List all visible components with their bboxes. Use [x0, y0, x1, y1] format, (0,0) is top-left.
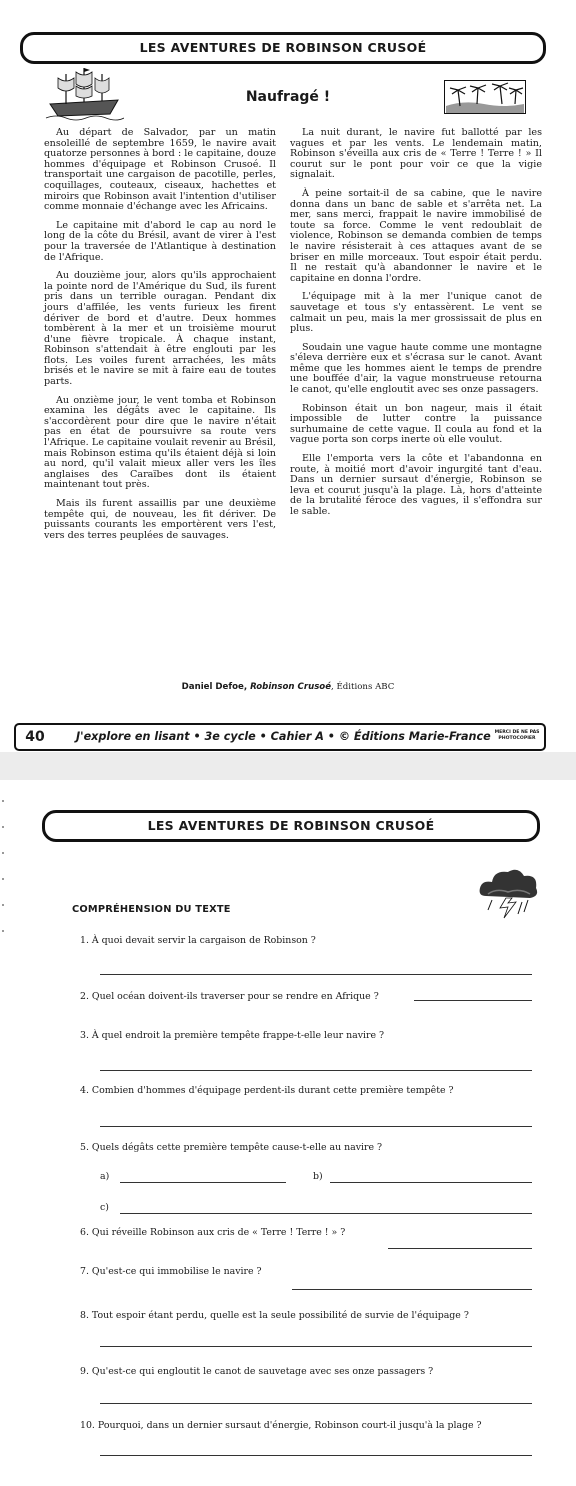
question-6: 6. Qui réveille Robinson aux cris de « Terre ! Terre ! » ? — [80, 1227, 346, 1238]
credit-publisher: , Éditions ABC — [331, 682, 395, 692]
story-paragraph: À peine sortait-il de sa cabine, que le navire donna dans un banc de sable et s'arrêta net. La mer, sans merci, frappait le navire immobilisé de toute sa force. Comme le vent redoublait de violence, Robinson se demanda combien de temps le navire résisterait à ces attaques avant de se briser en mille morceaux. Tout espoir était perdu. Il ne restait qu'à abandonner le navire et le capitaine en donna l'ordre. — [290, 187, 542, 284]
story-paragraph: Au départ de Salvador, par un matin ensoleillé de septembre 1659, le navire avait quatorze personnes à bord : le capitaine, douze hommes d'équipage et Robinson Crusoé. Il transportait une cargaison de pacotille, perles, coquillages, couteaux, ciseaux, hachettes et miroirs que Robinson avait l'intention d'utiliser comme monnaie d'échange avec les Africains. — [44, 127, 276, 213]
answer-line-3[interactable] — [100, 1070, 532, 1071]
answer-line-4[interactable] — [100, 1126, 532, 1127]
answer-line-2[interactable] — [414, 1000, 532, 1001]
answer-line-10[interactable] — [100, 1455, 532, 1456]
question-2: 2. Quel océan doivent-ils traverser pour se rendre en Afrique ? — [80, 991, 379, 1002]
question-5: 5. Quels dégâts cette première tempête cause-t-elle au navire ? — [80, 1142, 383, 1153]
page-gap — [0, 752, 576, 780]
palm-island-icon — [444, 80, 526, 114]
page-number: 40 — [25, 729, 45, 745]
answer-line-5b[interactable] — [330, 1182, 532, 1183]
story-paragraph: Mais ils furent assaillis par une deuxième tempête qui, de nouveau, les fit dériver. De puissants courants les emportèrent vers l'est, vers des terres peuplées de sauvages. — [44, 498, 276, 541]
answer-line-5a[interactable] — [120, 1182, 286, 1183]
page-footer — [14, 723, 546, 751]
story-paragraph: Au douzième jour, alors qu'ils approchaient la pointe nord de l'Amérique du Sud, ils furent pris dans un terrible ouragan. Pendant dix jours d'affilée, les vents furieux les firent dériver de bord et d'autre. Deux hommes tombèrent à la mer et un troisième mourut d'une fièvre tropicale. À chaque instant, Robinson s'attendait à être englouti par les flots. Les voiles furent arrachées, les mâts brisés et le navire se mit à faire eau de toutes parts. — [44, 270, 276, 388]
story-paragraph: La nuit durant, le navire fut ballotté par les vagues et par les vents. Le lendemain matin, Robinson s'éveilla aux cris de « Terre ! Terre ! » Il courut sur le pont pour voir ce que la vigie signalait. — [290, 127, 542, 181]
question-7: 7. Qu'est-ce qui immobilise le navire ? — [80, 1266, 262, 1277]
storm-cloud-icon — [478, 866, 540, 920]
story-paragraph: L'équipage mit à la mer l'unique canot de sauvetage et tous s'y entassèrent. Le vent se calmait un peu, mais la mer grossissait de plus en plus. — [290, 291, 542, 335]
question-8: 8. Tout espoir étant perdu, quelle est la seule possibilité de survie de l'équipage ? — [80, 1310, 469, 1321]
section-title: COMPRÉHENSION DU TEXTE — [72, 904, 231, 915]
credit-author: Daniel Defoe, — [181, 682, 251, 692]
answer-line-7[interactable] — [292, 1289, 532, 1290]
sub-label-c: c) — [100, 1202, 109, 1213]
answer-line-1[interactable] — [100, 974, 532, 975]
worksheet-page-questions — [0, 780, 576, 1486]
question-9: 9. Qu'est-ce qui engloutit le canot de sauvetage avec ses onze passagers ? — [80, 1366, 434, 1377]
story-paragraph: Robinson était un bon nageur, mais il était impossible de lutter contre la puissance surhumaine de cette vague. Il coula au fond et la vague porta son corps inerte où elle voulut. — [290, 402, 542, 446]
story-left-column — [44, 128, 276, 549]
story-paragraph: Soudain une vague haute comme une montagne s'éleva derrière eux et s'écrasa sur le canot. Avant même que les hommes aient le temps de prendre une bouffée d'air, la vague monstrueuse retourna le canot, qu'elle engloutit avec ses onze passagers. — [290, 341, 542, 396]
story-paragraph: Le capitaine mit d'abord le cap au nord le long de la côte du Brésil, avant de virer à l'est pour la traversée de l'Atlantique à destination de l'Afrique. — [44, 219, 276, 263]
question-4: 4. Combien d'hommes d'équipage perdent-ils durant cette première tempête ? — [80, 1085, 454, 1096]
story-paragraph: Elle l'emporta vers la côte et l'abandonna en route, à moitié mort d'avoir ingurgité tant d'eau. Dans un dernier sursaut d'énergie, Robinson se leva et courut jusqu'à la plage. Là, hors d'atteinte de la brutalité féroce des vagues, il s'effondra sur le sable. — [290, 453, 542, 517]
question-3: 3. À quel endroit la première tempête frappe-t-elle leur navire ? — [80, 1030, 385, 1041]
footer-text: J'explore en lisant • 3e cycle • Cahier A • © Éditions Marie-France — [76, 730, 491, 743]
answer-line-9[interactable] — [100, 1403, 532, 1404]
story-title: Naufragé ! — [245, 89, 331, 105]
story-paragraph: Au onzième jour, le vent tomba et Robinson examina les dégâts avec le capitaine. Ils s'accordèrent pour dire que le navire n'était pas en état de poursuivre sa route vers l'Afrique. Le capitaine voulait revenir au Brésil, mais Robinson estima qu'ils étaient déjà si loin au nord, qu'il valait mieux aller vers les îles anglaises des Caraïbes dont ils étaient maintenant tout près. — [44, 394, 276, 491]
page-header-title: LES AVENTURES DE ROBINSON CRUSOÉ — [42, 810, 540, 842]
copyright-notice: MERCI DE NE PAS PHOTOCOPIER — [494, 730, 540, 741]
credit-book-title: Robinson Crusoé — [250, 682, 332, 692]
question-1: 1. À quoi devait servir la cargaison de Robinson ? — [80, 935, 316, 946]
page-header-title: LES AVENTURES DE ROBINSON CRUSOÉ — [20, 32, 546, 64]
answer-line-6[interactable] — [388, 1248, 532, 1249]
source-credit — [0, 682, 576, 692]
answer-line-5c[interactable] — [120, 1213, 532, 1214]
sub-label-a: a) — [100, 1171, 110, 1182]
story-right-column — [290, 128, 542, 526]
sub-label-b: b) — [313, 1171, 323, 1182]
answer-line-8[interactable] — [100, 1346, 532, 1347]
question-10: 10. Pourquoi, dans un dernier sursaut d'énergie, Robinson court-il jusqu'à la plage ? — [80, 1420, 482, 1431]
